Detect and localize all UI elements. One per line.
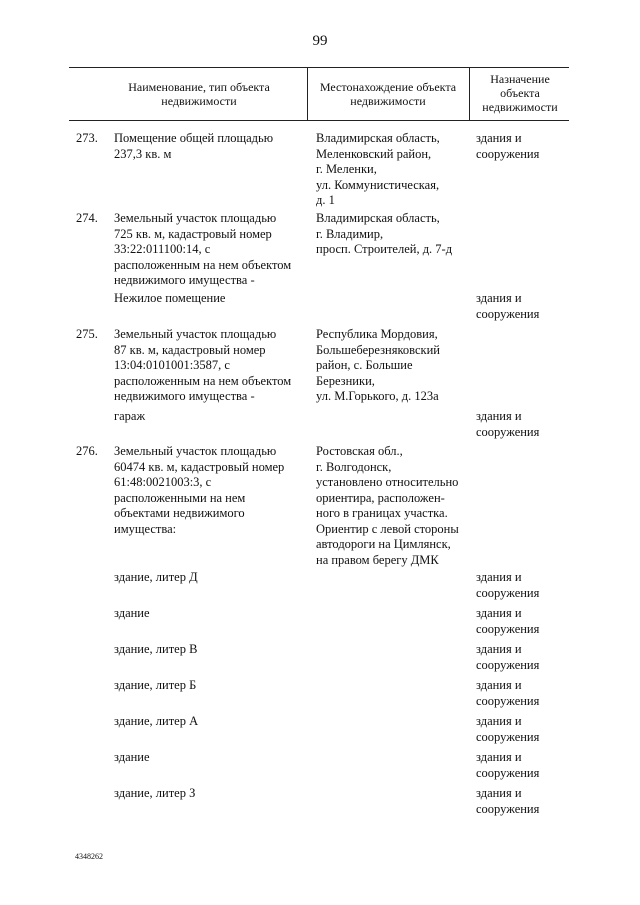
sub-object-purpose: здания и сооружения: [476, 678, 540, 708]
entry-location: Владимирская область, Меленковский район, г. Меленки, ул. Коммунистическая, д. 1: [316, 131, 440, 207]
sub-object-purpose: здания и сооружения: [476, 750, 540, 780]
entry-number: 275.: [76, 327, 98, 341]
entry-object-name: Земельный участок площадью 725 кв. м, кадастровый номер 33:22:011100:14, с расположенным на нем объектом недвижимого имущества -: [114, 211, 292, 287]
sub-object-name: здание, литер В: [114, 642, 198, 656]
entry-location: Ростовская обл., г. Волгодонск, установлено относительно ориентира, расположен- ного в границах участка. Ориентир с левой стороны автодороги на Цимлянск, на правом берегу ДМК: [316, 444, 459, 567]
entry-location: Владимирская область, г. Владимир, просп. Строителей, д. 7-д: [316, 211, 453, 256]
entry-number: 273.: [76, 131, 98, 145]
sub-object-name: здание: [114, 750, 150, 764]
sub-object-purpose: здания и сооружения: [476, 786, 540, 816]
entry-purpose: здания и сооружения: [476, 131, 540, 161]
sub-object-purpose: здания и сооружения: [476, 570, 540, 600]
sub-object-name: здание: [114, 606, 150, 620]
entry-number: 274.: [76, 211, 98, 225]
sub-object-name: гараж: [114, 409, 146, 423]
entry-number: 276.: [76, 444, 98, 458]
column-divider: [469, 68, 470, 120]
sub-object-name: здание, литер А: [114, 714, 199, 728]
sub-object-name: Нежилое помещение: [114, 291, 226, 305]
sub-object-purpose: здания и сооружения: [476, 291, 540, 321]
header-object-location: Местонахождение объекта недвижимости: [319, 80, 457, 108]
sub-object-name: здание, литер Б: [114, 678, 197, 692]
document-code: 4348262: [75, 852, 103, 861]
sub-object-purpose: здания и сооружения: [476, 642, 540, 672]
sub-object-purpose: здания и сооружения: [476, 606, 540, 636]
sub-object-name: здание, литер Д: [114, 570, 198, 584]
entry-object-name: Помещение общей площадью 237,3 кв. м: [114, 131, 274, 161]
column-divider: [307, 68, 308, 120]
entry-location: Республика Мордовия, Большеберезняковский район, с. Большие Березники, ул. М.Горького, д. 123а: [316, 327, 440, 403]
entry-object-name: Земельный участок площадью 87 кв. м, кадастровый номер 13:04:0101001:3587, с расположенным на нем объектом недвижимого имущества -: [114, 327, 292, 403]
sub-object-name: здание, литер З: [114, 786, 196, 800]
table-header: [69, 67, 569, 121]
page-number: 99: [312, 33, 328, 49]
header-object-name: Наименование, тип объекта недвижимости: [128, 80, 270, 108]
sub-object-purpose: здания и сооружения: [476, 714, 540, 744]
sub-object-purpose: здания и сооружения: [476, 409, 540, 439]
header-object-purpose: Назначение объекта недвижимости: [482, 72, 558, 114]
entry-object-name: Земельный участок площадью 60474 кв. м, кадастровый номер 61:48:0021003:3, с расположенными на нем объектами недвижимого имущества:: [114, 444, 285, 536]
